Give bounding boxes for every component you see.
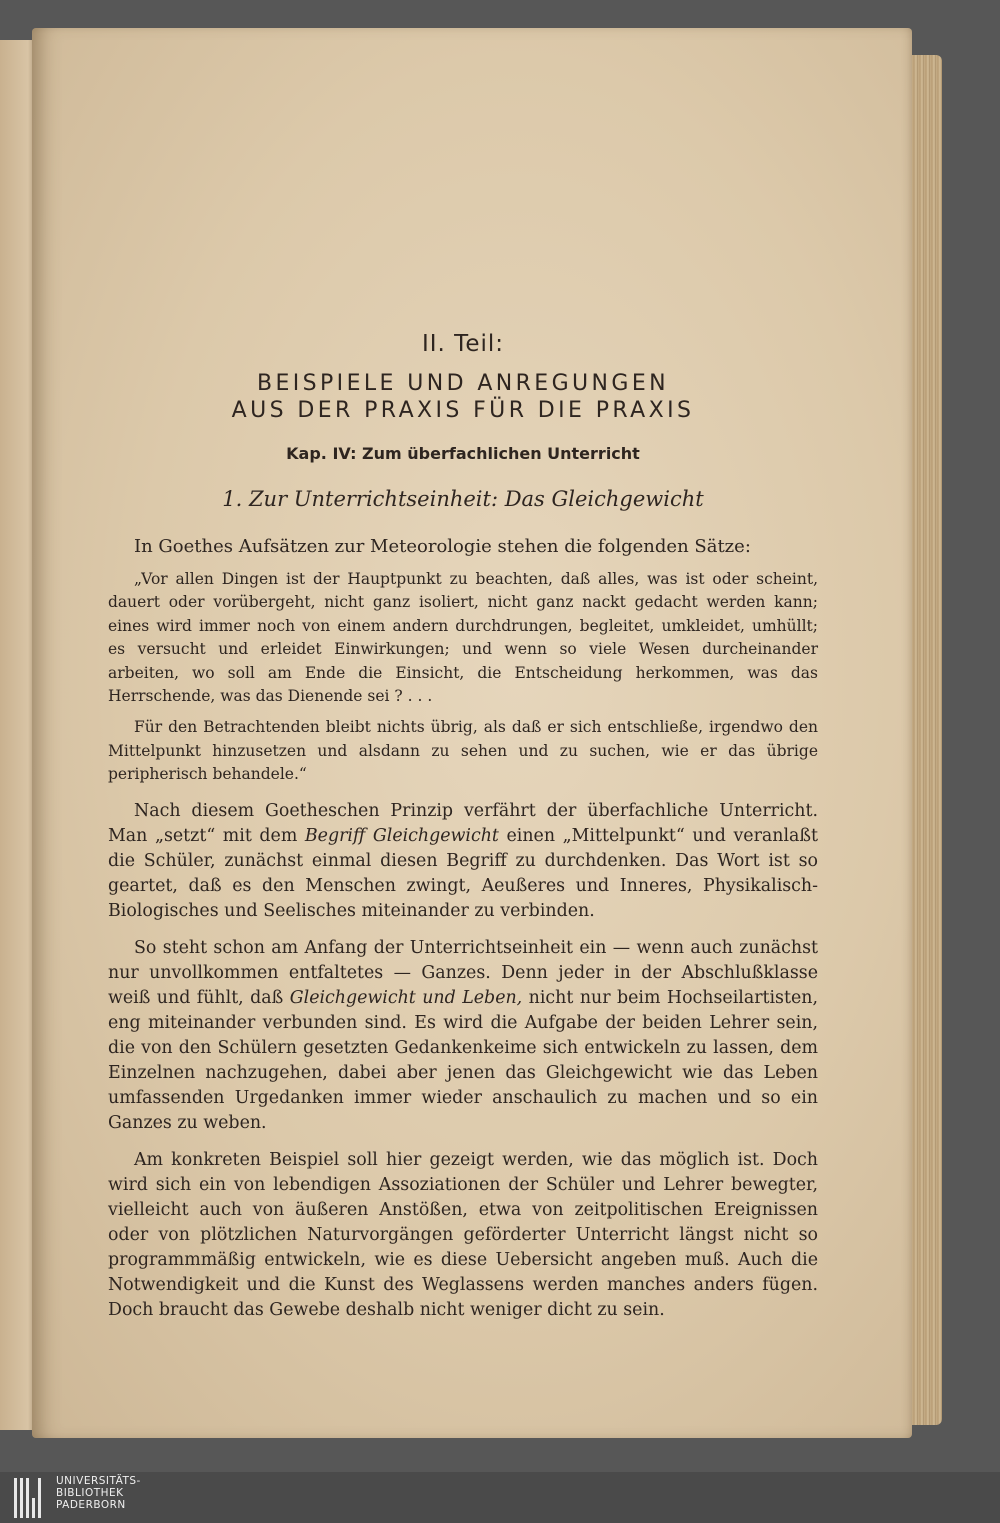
body-paragraph-3: Am konkreten Beispiel soll hier gezeigt werden, wie das möglich ist. Doch wird sich ein von lebendigen Assoziationen der Schüler und Lehrer bewegter, vielleicht auch von äußeren Anstößen, etwa von zeitpolitischen Ereignissen oder von plötzlichen Naturvorgängen geförderter Unterricht längst nicht so programmmäßig entwickeln, wie es diese Uebersicht angeben muß. Auch die Notwendigkeit und die Kunst des Weglassens werden manches anders fügen. Doch braucht das Gewebe deshalb nicht weniger dicht zu sein. [108,1149,818,1320]
para1-emphasis: Begriff Gleichgewicht [304,825,499,846]
main-heading-line2: AUS DER PRAXIS FÜR DIE PRAXIS [231,398,695,423]
para1-text-b: einen „Mittelpunkt“ und veranlaßt die Schüler, zunächst einmal diesen Begriff zu durchdenken. Das Wort ist so geartet, daß es den Menschen zwingt, Aeußeres und Inneres, Physikalisch-Biologisches und Seelisches miteinander zu verbinden. [108,825,818,921]
body-paragraph-2 [108,936,818,1136]
para2-text-b: nicht nur beim Hochseilartisten, eng miteinander verbunden sind. Es wird die Aufgabe der beiden Lehrer sein, die von den Schülern gesetzten Gedankenkeime sich entwickeln zu lassen, dem Einzelnen nachzugehen, dabei aber jenen das Gleichgewicht wie das Leben umfassenden Urgedanken immer wieder anschaulich zu machen und so ein Ganzes zu weben. [108,987,818,1133]
para1-text-a: Nach diesem Goetheschen Prinzip verfährt der überfachliche Unterricht. Man „setzt“ mit dem [108,800,818,846]
library-logo-icon [14,1478,48,1518]
para2-text-a: So steht schon am Anfang der Unterrichtseinheit ein — wenn auch zunächst nur unvollkommen entfaltetes — Ganzes. Denn jeder in der Abschlußklasse weiß und fühlt, daß [108,937,818,1008]
logo-line-1: UNIVERSITÄTS- [56,1475,141,1487]
logo-line-3: PADERBORN [56,1499,126,1511]
main-heading [108,370,818,424]
quote-paragraph-1: „Vor allen Dingen ist der Hauptpunkt zu beachten, daß alles, was ist oder scheint, dauert oder vorübergeht, nicht ganz isoliert, nicht ganz nackt gedacht werden kann; eines wird immer noch von einem andern durchdrungen, begleitet, umkleidet, umhüllt; es versucht und erleidet Einwirkungen; und wenn so viele Wesen durcheinander arbeiten, wo soll am Ende die Einsicht, die Entscheidung herkommen, was das Herrschende, was das Dienende sei ? . . . [108,570,818,706]
main-heading-line1: BEISPIELE UND ANREGUNGEN [256,371,670,396]
page-content [108,326,818,1323]
intro-paragraph: In Goethes Aufsätzen zur Meteorologie stehen die folgenden Sätze: [134,536,751,557]
para2-emphasis: Gleichgewicht und Leben, [289,987,523,1008]
quote-paragraph-2: Für den Betrachtenden bleibt nichts übrig, als daß er sich entschließe, irgendwo den Mittelpunkt hinzusetzen und alsdann zu sehen und zu suchen, wie er das übrige peripherisch behandele.“ [108,718,818,784]
logo-line-2: BIBLIOTHEK [56,1487,124,1499]
part-title: II. Teil: [421,331,504,357]
body-paragraph-1 [108,799,818,924]
library-logo-text [56,1475,141,1511]
section-heading: 1. Zur Unterrichtseinheit: Das Gleichgewicht [222,487,704,511]
chapter-heading: Kap. IV: Zum überfachlichen Unterricht [286,444,640,463]
footer-bar [0,1472,1000,1523]
